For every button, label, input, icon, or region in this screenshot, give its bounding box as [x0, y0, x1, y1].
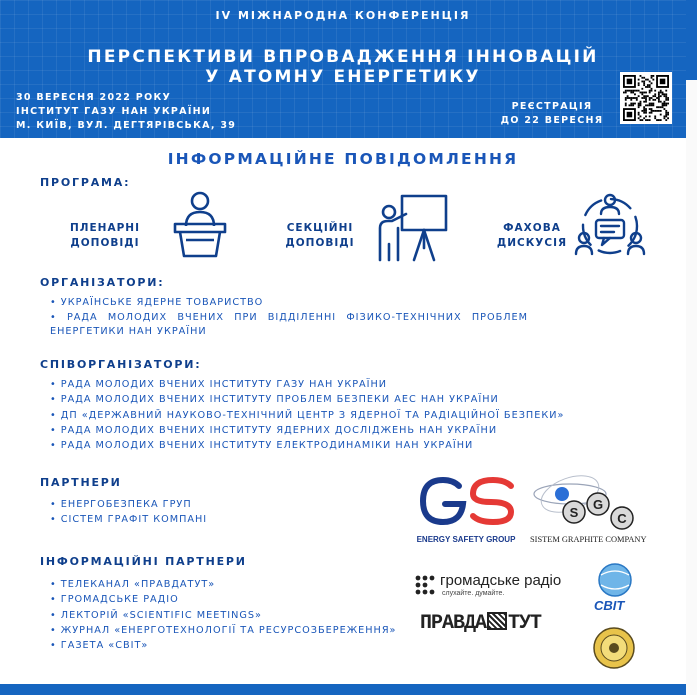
organizers-heading: ОРГАНІЗАТОРИ:: [40, 276, 165, 289]
event-date: 30 ВЕРЕСНЯ 2022 РОКУ: [16, 92, 172, 103]
program-heading: ПРОГРАМА:: [40, 176, 131, 189]
partners-list: [50, 497, 207, 528]
list-item: • РАДА МОЛОДИХ ВЧЕНИХ ІНСТИТУТУ ЯДЕРНИХ ДОСЛІДЖЕНЬ НАН УКРАЇНИ: [50, 424, 498, 436]
pravdatut-left: ПРАВДА: [420, 612, 487, 635]
hromadske-radio-dots-icon: [414, 574, 436, 596]
podium-icon: [172, 190, 228, 262]
program-item-line2: ДОПОВІДІ: [70, 237, 140, 249]
pravdatut-logo: [420, 612, 541, 635]
event-address: М. КИЇВ, ВУЛ. ДЕГТЯРІВСЬКА, 39: [16, 120, 237, 131]
sgc-letter-c: C: [617, 511, 627, 526]
event-info: [16, 91, 236, 133]
scientific-meetings-seal: [592, 626, 636, 670]
conference-label: IV МІЖНАРОДНА КОНФЕРЕНЦІЯ: [215, 9, 471, 22]
pravdatut-maze-icon: [487, 612, 507, 630]
pravdatut-right: ТУТ: [508, 612, 542, 635]
conference-title-line2: У АТОМНУ ЕНЕРГЕТИКУ: [205, 67, 481, 87]
sistem-graphite-text: SISTEM GRAPHITE COMPANY: [530, 535, 647, 544]
coorganizers-heading: СПІВОРГАНІЗАТОРИ:: [40, 358, 202, 371]
hromadske-radio-name: громадське радіо: [440, 572, 562, 589]
energy-safety-group-text: ENERGY SAFETY GROUP: [416, 535, 516, 544]
program-item-line1: ПЛЕНАРНІ: [70, 222, 140, 234]
list-item: • РАДА МОЛОДИХ ВЧЕНИХ ІНСТИТУТУ ГАЗУ НАН УКРАЇНИ: [50, 379, 388, 390]
registration-info: [497, 100, 607, 128]
list-item: • ГРОМАДСЬКЕ РАДІО: [50, 594, 179, 606]
sgc-letter-s: S: [569, 505, 579, 520]
list-item: • ТЕЛЕКАНАЛ «ПРАВДАТУТ»: [50, 579, 216, 590]
svit-logo-text: СВІТ: [594, 598, 625, 613]
partners-heading: ПАРТНЕРИ: [40, 476, 122, 489]
conference-title: [0, 47, 686, 87]
program-item-sectional: [268, 221, 372, 251]
list-item: • ЛЕКТОРІЙ «SCIENTIFIC MEETINGS»: [50, 609, 262, 621]
program-item-discussion: [490, 221, 574, 251]
footer-bar: [0, 684, 686, 695]
sgc-letter-g: G: [592, 497, 604, 512]
registration-line1: РЕЄСТРАЦІЯ: [511, 101, 593, 112]
discussion-icon: [574, 190, 646, 262]
organizers-list: [50, 295, 528, 339]
list-item: • ЖУРНАЛ «ЕНЕРГОТЕХНОЛОГІЇ ТА РЕСУРСОЗБЕРЕЖЕННЯ»: [50, 624, 397, 636]
info-partners-heading: ІНФОРМАЦІЙНІ ПАРТНЕРИ: [40, 555, 247, 568]
presentation-icon: [376, 192, 450, 264]
program-item-line1: СЕКЦІЙНІ: [286, 222, 354, 234]
list-item: • РАДА МОЛОДИХ ВЧЕНИХ ІНСТИТУТУ ПРОБЛЕМ БЕЗПЕКИ АЕС НАН УКРАЇНИ: [50, 394, 499, 406]
list-item: • ГАЗЕТА «СВІТ»: [50, 640, 149, 652]
program-item-line2: ДИСКУСІЯ: [496, 237, 568, 249]
info-partners-list: [50, 577, 397, 653]
registration-line2: ДО 22 ВЕРЕСНЯ: [500, 115, 604, 126]
list-item: • УКРАЇНСЬКЕ ЯДЕРНЕ ТОВАРИСТВО: [50, 297, 264, 308]
sistem-graphite-logo: [520, 472, 650, 534]
energy-safety-group-logo: [415, 474, 519, 528]
list-item: • ДП «ДЕРЖАВНИЙ НАУКОВО-ТЕХНІЧНИЙ ЦЕНТР З ЯДЕРНОЇ ТА РАДІАЦІЙНОЇ БЕЗПЕКИ»: [50, 409, 565, 421]
event-institute: ІНСТИТУТ ГАЗУ НАН УКРАЇНИ: [16, 106, 212, 117]
program-item-line2: ДОПОВІДІ: [285, 237, 355, 249]
header-banner: [0, 0, 686, 138]
program-item-plenary: [50, 221, 160, 251]
list-item: • РАДА МОЛОДИХ ВЧЕНИХ ІНСТИТУТУ ЕЛЕКТРОДИНАМІКИ НАН УКРАЇНИ: [50, 440, 474, 452]
svit-globe-icon: [591, 563, 639, 599]
list-item: • СІСТЕМ ГРАФІТ КОМПАНІ: [50, 514, 208, 526]
main-title: ІНФОРМАЦІЙНЕ ПОВІДОМЛЕННЯ: [167, 150, 519, 168]
conference-title-line1: ПЕРСПЕКТИВИ ВПРОВАДЖЕННЯ ІННОВАЦІЙ: [87, 47, 599, 67]
right-edge-strip: [686, 0, 697, 695]
list-item: • ЕНЕРГОБЕЗПЕКА ГРУП: [50, 499, 192, 510]
program-item-line1: ФАХОВА: [503, 222, 561, 234]
registration-qr-code[interactable]: [620, 72, 672, 124]
coorganizers-list: [50, 377, 564, 453]
qr-code-icon: [623, 75, 669, 121]
list-item: • РАДА МОЛОДИХ ВЧЕНИХ ПРИ ВІДДІЛЕННІ ФІЗИКО-ТЕХНІЧНИХ ПРОБЛЕМ ЕНЕРГЕТИКИ НАН УКРАЇНИ: [50, 312, 528, 337]
hromadske-radio-slogan: слухайте. думайте.: [442, 590, 505, 597]
